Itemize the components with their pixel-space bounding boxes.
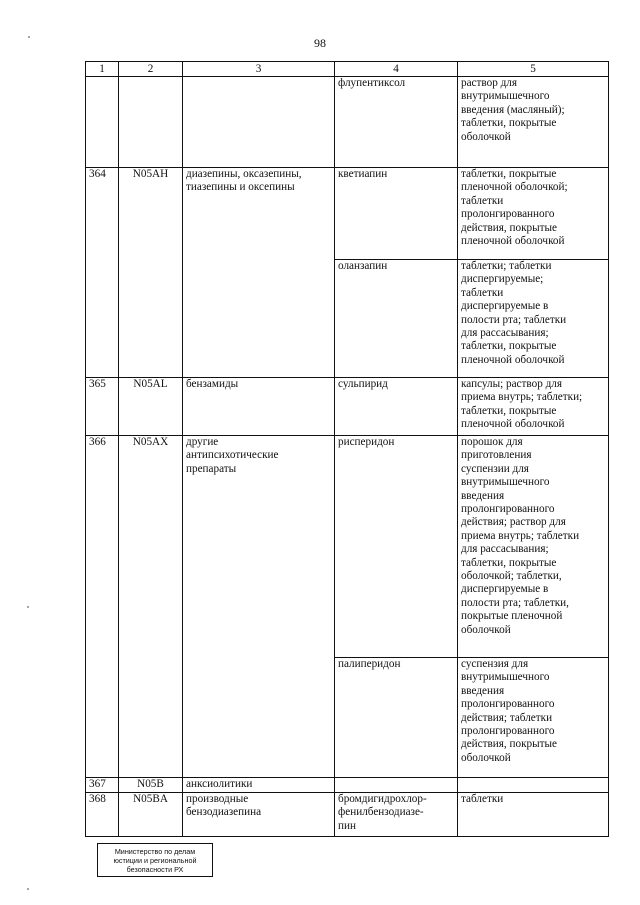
column-header: 4 <box>335 62 458 77</box>
page-number: 98 <box>314 36 326 50</box>
atc-code-cell: N05AL <box>119 378 183 436</box>
table-row <box>86 77 609 168</box>
group-name-cell: другие антипсихотические препараты <box>183 436 335 778</box>
scan-speck <box>28 36 30 38</box>
atc-code-cell: N05B <box>119 778 183 793</box>
dosage-form-cell: таблетки; таблетки диспергируемые; таблетки диспергируемые в полости рта; таблетки для рассасывания; таблетки, покрытые пленочной оболочкой <box>458 260 609 378</box>
drug-list-table <box>85 61 609 837</box>
drug-name-cell: сульпирид <box>335 378 458 436</box>
drug-name-cell: оланзапин <box>335 260 458 378</box>
ministry-stamp: Министерство по делам юстиции и региональной безопасности РХ <box>97 843 213 877</box>
column-header: 3 <box>183 62 335 77</box>
table-row <box>86 436 609 658</box>
group-name-cell <box>183 77 335 168</box>
atc-code-cell: N05AX <box>119 436 183 778</box>
row-number-cell <box>86 77 119 168</box>
column-header: 1 <box>86 62 119 77</box>
atc-code-cell <box>119 77 183 168</box>
drug-name-cell: кветиапин <box>335 168 458 260</box>
column-header: 5 <box>458 62 609 77</box>
row-number-cell: 366 <box>86 436 119 778</box>
dosage-form-cell: раствор для внутримышечного введения (масляный); таблетки, покрытые оболочкой <box>458 77 609 168</box>
drug-name-cell: флупентиксол <box>335 77 458 168</box>
table-row <box>86 168 609 260</box>
dosage-form-cell: порошок для приготовления суспензии для внутримышечного введения пролонгированного действия; раствор для приема внутрь; таблетки для рассасывания; таблетки, покрытые оболочкой; таблетки, диспергируемые в полости рта; таблетки, покрытые пленочной оболочкой <box>458 436 609 658</box>
group-name-cell: диазепины, оксазепины, тиазепины и оксепины <box>183 168 335 378</box>
atc-code-cell: N05BA <box>119 793 183 837</box>
group-name-cell: производные бензодиазепина <box>183 793 335 837</box>
dosage-form-cell <box>458 778 609 793</box>
row-number-cell: 364 <box>86 168 119 378</box>
dosage-form-cell: таблетки <box>458 793 609 837</box>
dosage-form-cell: суспензия для внутримышечного введения пролонгированного действия; таблетки пролонгированного действия, покрытые оболочкой <box>458 658 609 778</box>
scan-speck <box>27 888 29 890</box>
table-header-row <box>86 62 609 77</box>
dosage-form-cell: капсулы; раствор для приема внутрь; таблетки; таблетки, покрытые пленочной оболочкой <box>458 378 609 436</box>
group-name-cell: бензамиды <box>183 378 335 436</box>
row-number-cell: 365 <box>86 378 119 436</box>
row-number-cell: 367 <box>86 778 119 793</box>
row-number-cell: 368 <box>86 793 119 837</box>
column-header: 2 <box>119 62 183 77</box>
dosage-form-cell: таблетки, покрытые пленочной оболочкой; таблетки пролонгированного действия, покрытые пленочной оболочкой <box>458 168 609 260</box>
drug-name-cell <box>335 778 458 793</box>
table-row <box>86 378 609 436</box>
table-row <box>86 778 609 793</box>
atc-code-cell: N05AH <box>119 168 183 378</box>
scan-speck <box>27 606 29 608</box>
table-row <box>86 793 609 837</box>
group-name-cell: анксиолитики <box>183 778 335 793</box>
drug-name-cell: рисперидон <box>335 436 458 658</box>
drug-name-cell: бромдигидрохлор- фенилбензодиазе- пин <box>335 793 458 837</box>
drug-name-cell: палиперидон <box>335 658 458 778</box>
